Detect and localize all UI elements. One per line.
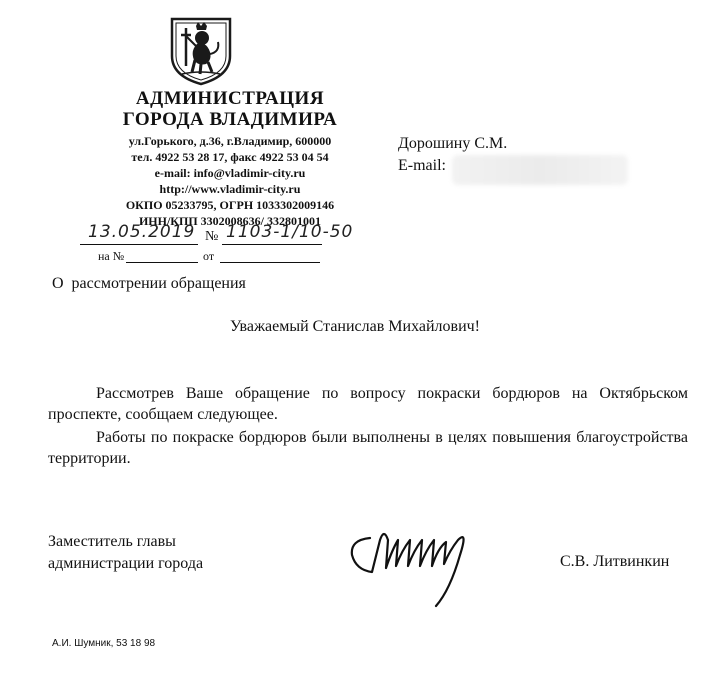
paragraph-2-text: Работы по покраске бордюров были выполнены в целях повышения благоустройства территории.: [48, 429, 688, 467]
org-title-line1: АДМИНИСТРАЦИЯ: [135, 88, 325, 109]
signatory-position-line1: Заместитель главы: [48, 533, 176, 550]
salutation: Уважаемый Станислав Михайлович!: [230, 318, 480, 335]
org-email: e-mail: info@vladimir-city.ru: [154, 166, 306, 180]
org-website: http://www.vladimir-city.ru: [159, 182, 301, 196]
paragraph-1-text: Рассмотрев Ваше обращение по вопросу покраски бордюров на Октябрьском проспекте, сообщаем следующее.: [48, 385, 688, 423]
org-inn: ИНН/КПП 3302008636/ 332801001: [138, 214, 322, 228]
letter-subject: О рассмотрении обращения: [52, 275, 246, 292]
registration-date: 13.05.2019: [88, 222, 196, 242]
org-okpo: ОКПО 05233795, ОГРН 1033302009146: [125, 198, 335, 212]
reference-from-label: от: [203, 249, 215, 263]
org-phone: тел. 4922 53 28 17, факс 4922 53 04 54: [131, 150, 329, 164]
handwritten-signature: [340, 510, 490, 610]
reference-label: на №: [98, 249, 125, 263]
body-paragraph-1: [48, 383, 688, 425]
date-underline: [80, 244, 198, 245]
redacted-email: [452, 155, 628, 185]
reference-underline: [126, 262, 198, 263]
registration-number-label: №: [205, 229, 219, 244]
signatory-position-line2: администрации города: [48, 555, 204, 572]
reference-from-underline: [220, 262, 320, 263]
signatory-name: С.В. Литвинкин: [560, 553, 670, 570]
org-title-line2: ГОРОДА ВЛАДИМИРА: [122, 109, 338, 130]
org-address: ул.Горького, д.36, г.Владимир, 600000: [128, 134, 332, 148]
number-underline: [222, 244, 322, 245]
body-paragraph-2: [48, 427, 688, 469]
registration-number: 1103-1/10-50: [226, 222, 354, 242]
recipient-email-label: E-mail:: [398, 157, 446, 174]
executor-info: А.И. Шумник, 53 18 98: [52, 638, 156, 649]
coat-of-arms-icon: [168, 16, 234, 86]
recipient-name: Дорошину С.М.: [398, 135, 508, 152]
